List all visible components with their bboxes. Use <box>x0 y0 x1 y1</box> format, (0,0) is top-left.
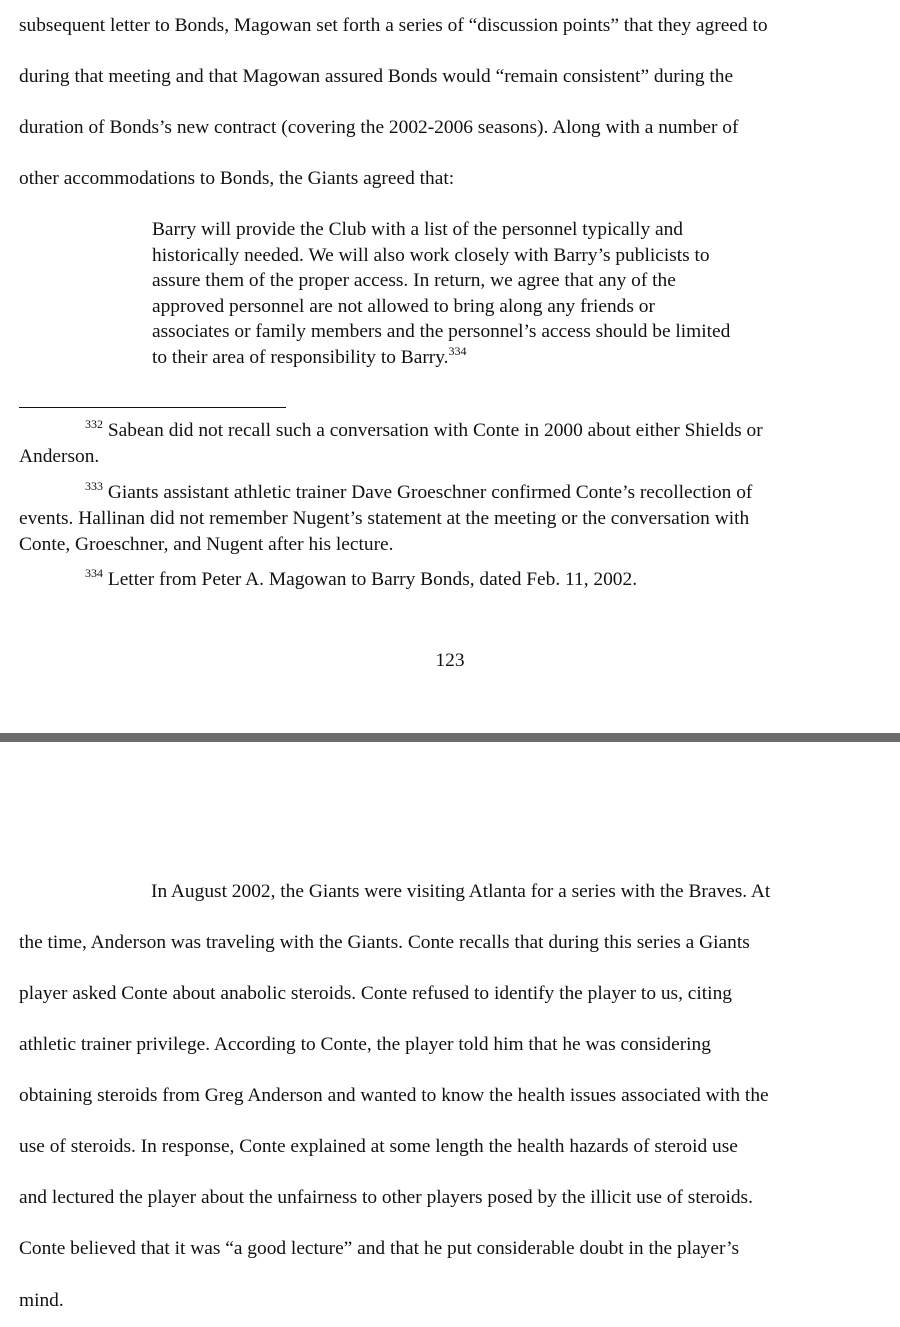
block-quote-line: approved personnel are not allowed to bring along any friends or <box>152 295 655 317</box>
body-line: other accommodations to Bonds, the Giants agreed that: <box>19 168 455 189</box>
footnote-332 <box>19 418 889 470</box>
block-quote-line: associates or family members and the personnel’s access should be limited <box>152 321 731 342</box>
body-line: the time, Anderson was traveling with the Giants. Conte recalls that during this series a Giants <box>19 932 750 953</box>
page-number: 123 <box>435 650 465 671</box>
body-line: Conte believed that it was “a good lecture” and that he put considerable doubt in the player’s <box>19 1238 740 1259</box>
body-line: athletic trainer privilege. According to Conte, the player told him that he was considering <box>19 1034 711 1055</box>
footnote-number: 334 <box>85 566 103 580</box>
block-quote-line: to their area of responsibility to Barry. <box>152 346 449 368</box>
footnote-line: Giants assistant athletic trainer Dave Groeschner confirmed Conte’s recollection of <box>107 482 753 503</box>
page-separator <box>0 733 900 742</box>
body-line: In August 2002, the Giants were visiting Atlanta for a series with the Braves. At <box>151 881 771 902</box>
block-quote-line: Barry will provide the Club with a list of the personnel typically and <box>152 219 683 240</box>
body-line: obtaining steroids from Greg Anderson and wanted to know the health issues associated with the <box>19 1085 769 1106</box>
footnote-334 <box>19 567 889 593</box>
footnote-number: 333 <box>85 479 103 493</box>
body-line: player asked Conte about anabolic steroids. Conte refused to identify the player to us, citing <box>19 983 732 1004</box>
footnote-line: Conte, Groeschner, and Nugent after his lecture. <box>19 534 394 555</box>
footnote-reference[interactable]: 334 <box>448 343 467 358</box>
body-line: subsequent letter to Bonds, Magowan set forth a series of “discussion points” that they agreed to <box>19 15 768 36</box>
footnote-line: Anderson. <box>19 446 100 467</box>
body-line: use of steroids. In response, Conte explained at some length the health hazards of steroid use <box>19 1136 738 1157</box>
footnote-number: 332 <box>85 417 103 431</box>
body-line: mind. <box>19 1290 64 1311</box>
block-quote <box>152 217 852 370</box>
body-line: and lectured the player about the unfairness to other players posed by the illicit use of steroids. <box>19 1187 753 1208</box>
footnote-line: Letter from Peter A. Magowan to Barry Bonds, dated Feb. 11, 2002. <box>107 569 638 590</box>
document-page-bottom <box>0 742 900 1315</box>
footnote-separator <box>19 407 286 408</box>
footnote-333 <box>19 480 889 558</box>
block-quote-last-line <box>152 345 852 371</box>
body-line: duration of Bonds’s new contract (covering the 2002-2006 seasons). Along with a number of <box>19 117 739 138</box>
block-quote-line: historically needed. We will also work closely with Barry’s publicists to <box>152 244 710 266</box>
block-quote-line: assure them of the proper access. In return, we agree that any of the <box>152 270 676 291</box>
body-line: during that meeting and that Magowan assured Bonds would “remain consistent” during the <box>19 66 734 87</box>
footnote-line: events. Hallinan did not remember Nugent’s statement at the meeting or the conversation with <box>19 508 750 529</box>
footnote-line: Sabean did not recall such a conversation with Conte in 2000 about either Shields or <box>107 420 763 441</box>
